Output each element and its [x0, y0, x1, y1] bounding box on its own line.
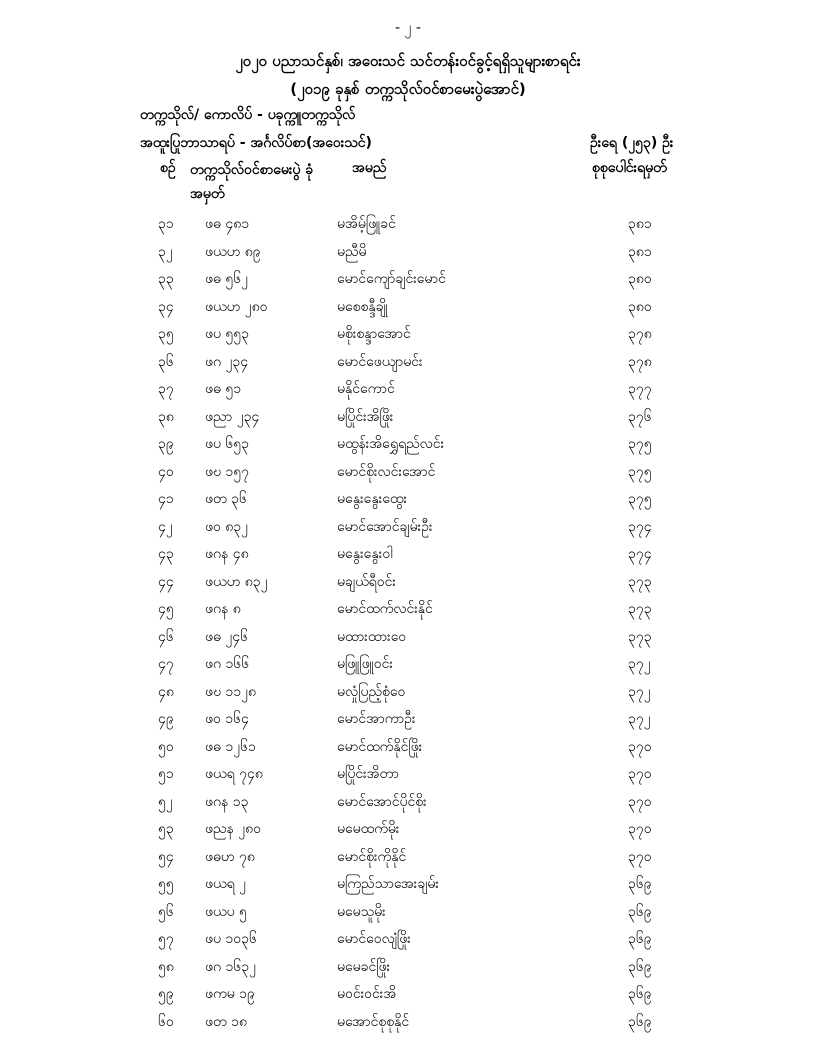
table-row: [0, 350, 816, 378]
row-number: ၃၆: [158, 353, 174, 370]
total-score: ၃၈၀: [628, 298, 652, 315]
roll-number: ဖပ ၁၀၃၆: [205, 931, 257, 947]
student-name: မနွေးနွေးထွေး: [337, 491, 408, 507]
student-name: မမေခင်ဖြိုး: [337, 958, 391, 975]
row-number: ၅၄: [158, 848, 174, 865]
total-score: ၃၇၂: [628, 683, 651, 700]
roll-number: ဖယရ ၂: [205, 876, 246, 892]
table-row: [0, 515, 816, 543]
student-name: မညီမိ: [337, 243, 367, 260]
roll-number: ဖဓ ၅၁: [205, 381, 242, 397]
table-row: [0, 955, 816, 983]
student-name: မောင်အောင်ချမ်းဦး: [337, 518, 433, 535]
row-number: ၃၉: [158, 436, 174, 452]
student-name: မနွေးနွေးဝါ: [337, 546, 393, 562]
student-name: မမေထက်မိုး: [337, 821, 400, 837]
roll-number: ဖတ ၃၆: [205, 491, 247, 507]
total-score: ၃၇၈: [628, 326, 652, 342]
header-no: စဉ်: [160, 160, 176, 176]
total-score: ၃၇၅: [628, 463, 652, 480]
student-name: မထားထားဝေ: [337, 628, 407, 645]
roll-number: ဖယဟ ၈၉: [205, 243, 261, 260]
row-number: ၄၈: [158, 683, 174, 700]
row-number: ၄၆: [158, 628, 174, 645]
major-label: အထူးပြုဘာသာရပ် - အင်္ဂလိပ်စာ(အဝေးသင်): [140, 135, 372, 151]
table-row: [0, 762, 816, 790]
roll-number: ဖဓ ၁၂၆၁: [205, 738, 256, 755]
total-score: ၃၇၀: [628, 848, 652, 865]
roll-number: ဖဝ ၁၆၄: [205, 711, 249, 727]
roll-number: ဖပ ၅၅၃: [205, 326, 250, 342]
total-score: ၃၈၀: [628, 271, 652, 287]
total-score: ၃၇၅: [628, 436, 652, 452]
total-score: ၃၈၁: [628, 243, 652, 260]
total-score: ၃၇၂: [628, 711, 651, 727]
total-score: ၃၇၅: [628, 491, 652, 507]
table-row: [0, 900, 816, 928]
row-number: ၅၈: [158, 958, 174, 975]
total-score: ၃၆၉: [628, 958, 652, 975]
roll-number: ဖဂန ၄၈: [205, 546, 249, 562]
student-name: မကြည်သာအေးချမ်း: [337, 876, 439, 892]
student-name: မထွန်းအိရွှေရည်လင်း: [337, 436, 445, 452]
student-name: မောင်ဖေယျာမင်း: [337, 353, 423, 370]
roll-number: ဖဂ ၁၆၆: [205, 656, 250, 672]
results-table: [0, 212, 816, 1037]
total-score: ၃၇၃: [628, 601, 652, 617]
row-number: ၃၂: [158, 243, 173, 260]
table-row: [0, 872, 816, 900]
table-row: [0, 460, 816, 488]
total-score: ၃၇၀: [628, 793, 652, 810]
header-roll-number: တက္ကသိုလ်ဝင်စာမေးပွဲ ခုံအမှတ်: [190, 162, 314, 202]
row-number: ၄၁: [158, 491, 174, 507]
row-number: ၄၂: [158, 518, 173, 535]
total-score: ၃၇၇: [628, 381, 652, 397]
row-number: ၄၃: [158, 546, 174, 562]
roll-number: ဖဎ ၁၅၇: [205, 463, 249, 480]
roll-number: ဖကမ ၁၉: [205, 986, 255, 1002]
row-number: ၃၃: [158, 271, 174, 287]
roll-number: ဖဓ ၂၄၆: [205, 628, 248, 645]
student-name: မောင်စိုးကိုနိုင်: [337, 848, 407, 865]
total-score: ၃၆၉: [628, 986, 652, 1002]
table-row: [0, 322, 816, 350]
roll-number: ဖယရ ၇၄၈: [205, 766, 263, 782]
row-number: ၅၉: [158, 986, 174, 1002]
student-name: မောင်ဝေလျံဖြိုး: [337, 931, 411, 947]
student-name: မောင်အာကာဦး: [337, 711, 416, 727]
table-row: [0, 625, 816, 653]
table-row: [0, 240, 816, 268]
row-number: ၆၀: [158, 1013, 174, 1030]
roll-number: ဖတ ၁၈: [205, 1013, 247, 1030]
header-total-score: စုစုပေါင်းရမှတ်: [592, 160, 667, 176]
total-score: ၃၇၄: [628, 518, 652, 535]
total-score: ၃၇၆: [628, 408, 652, 425]
row-number: ၅၇: [158, 931, 174, 947]
total-count: ဦးရေ (၂၅၃) ဦး: [590, 135, 674, 151]
table-row: [0, 267, 816, 295]
table-row: [0, 597, 816, 625]
table-row: [0, 790, 816, 818]
total-score: ၃၇၄: [628, 546, 652, 562]
student-name: မအိမ့်ဖြူခင်: [337, 216, 396, 232]
row-number: ၃၁: [158, 216, 174, 232]
roll-number: ဖညန ၂၈၀: [205, 821, 261, 837]
student-name: မောင်ထက်လင်းနိုင်: [337, 601, 433, 617]
document-title: ၂၀၂၀ ပညာသင်နှစ်၊ အဝေးသင် သင်တန်းဝင်ခွင့်ရရှိသူများစာရင်း: [235, 52, 581, 70]
total-score: ၃၇၀: [628, 766, 652, 782]
row-number: ၅၂: [158, 793, 173, 810]
row-number: ၃၄: [158, 298, 174, 315]
roll-number: ဖဂန ၁၃: [205, 793, 249, 810]
table-row: [0, 927, 816, 955]
student-name: မနိုင်ကောင်: [337, 381, 395, 397]
student-name: မောင်ထက်နိုင်ဖြိုး: [337, 738, 423, 755]
roll-number: ဖညာ ၂၃၄: [205, 408, 260, 425]
row-number: ၄၇: [158, 656, 174, 672]
student-name: မဝင်းဝင်းအိ: [337, 986, 397, 1002]
student-name: မပြိုင်းအိတာ: [337, 766, 399, 782]
table-row: [0, 707, 816, 735]
table-row: [0, 487, 816, 515]
roll-number: ဖဓ ၄၈၁: [205, 216, 250, 232]
student-name: မပြိုင်းအိဖြိုး: [337, 408, 394, 425]
total-score: ၃၇၀: [628, 821, 652, 837]
row-number: ၅၀: [158, 738, 174, 755]
student-name: မဖြူဖြူဝင်း: [337, 656, 393, 672]
table-row: [0, 845, 816, 873]
row-number: ၄၅: [158, 601, 174, 617]
roll-number: ဖဂန ၈: [205, 601, 241, 617]
student-name: မစိုးစန္ဒာအောင်: [337, 326, 411, 342]
student-name: မစေစန္ဒီချို: [337, 298, 388, 315]
total-score: ၃၈၁: [628, 216, 652, 232]
table-row: [0, 212, 816, 240]
roll-number: ဖပ ၆၅၃: [205, 436, 250, 452]
roll-number: ဖဝ ၈၃၂: [205, 518, 249, 535]
table-row: [0, 377, 816, 405]
table-row: [0, 652, 816, 680]
table-row: [0, 295, 816, 323]
total-score: ၃၇၂: [628, 656, 651, 672]
roll-number: ဖယဟ ၈၃၂: [205, 573, 268, 590]
total-score: ၃၇၀: [628, 738, 652, 755]
row-number: ၄၉: [158, 711, 174, 727]
total-score: ၃၇၃: [628, 628, 652, 645]
student-name: မအောင်စုစုနိုင်: [337, 1013, 410, 1030]
roll-number: ဖဓ ၅၆၂: [205, 271, 248, 287]
total-score: ၃၇၈: [628, 353, 652, 370]
total-score: ၃၆၉: [628, 931, 652, 947]
university-label: တက္ကသိုလ်/ ကောလိပ် - ပခုက္ကူတက္ကသိုလ်: [140, 107, 356, 123]
table-row: [0, 735, 816, 763]
table-row: [0, 680, 816, 708]
table-row: [0, 405, 816, 433]
student-name: မလှုံပြည့်စုံဝေ: [337, 683, 406, 700]
table-row: [0, 432, 816, 460]
student-name: မောင်စိုးလင်းအောင်: [337, 463, 436, 480]
page-number: - ၂ -: [395, 20, 421, 36]
student-name: မချယ်ရီဝင်း: [337, 573, 396, 590]
row-number: ၃၈: [158, 408, 174, 425]
total-score: ၃၇၃: [628, 573, 652, 590]
row-number: ၅၅: [158, 876, 174, 892]
table-row: [0, 1010, 816, 1038]
student-name: မောင်အောင်ပိုင်စိုး: [337, 793, 427, 810]
row-number: ၄၀: [158, 463, 174, 480]
table-row: [0, 570, 816, 598]
row-number: ၅၃: [158, 821, 174, 837]
document-subtitle: (၂၀၁၉ ခုနှစ် တက္ကသိုလ်ဝင်စာမေးပွဲအောင်): [290, 80, 526, 98]
header-name: အမည်: [352, 160, 387, 176]
row-number: ၅၆: [158, 903, 174, 920]
student-name: မောင်ကျော်ချင်းမောင်: [337, 271, 446, 287]
total-score: ၃၆၉: [628, 876, 652, 892]
row-number: ၄၄: [158, 573, 174, 590]
total-score: ၃၆၉: [628, 1013, 652, 1030]
roll-number: ဖယပ ၅: [205, 903, 247, 920]
row-number: ၃၅: [158, 326, 174, 342]
roll-number: ဖဂ ၁၆၃၂: [205, 958, 256, 975]
table-row: [0, 982, 816, 1010]
table-row: [0, 817, 816, 845]
row-number: ၃၇: [158, 381, 174, 397]
row-number: ၅၁: [158, 766, 174, 782]
roll-number: ဖဓဟ ၇၈: [205, 848, 255, 865]
total-score: ၃၆၉: [628, 903, 652, 920]
student-name: မမေသူမိုး: [337, 903, 386, 920]
roll-number: ဖဂ ၂၃၄: [205, 353, 249, 370]
table-row: [0, 542, 816, 570]
roll-number: ဖဎ ၁၁၂၈: [205, 683, 256, 700]
roll-number: ဖယဟ ၂၈၀: [205, 298, 268, 315]
